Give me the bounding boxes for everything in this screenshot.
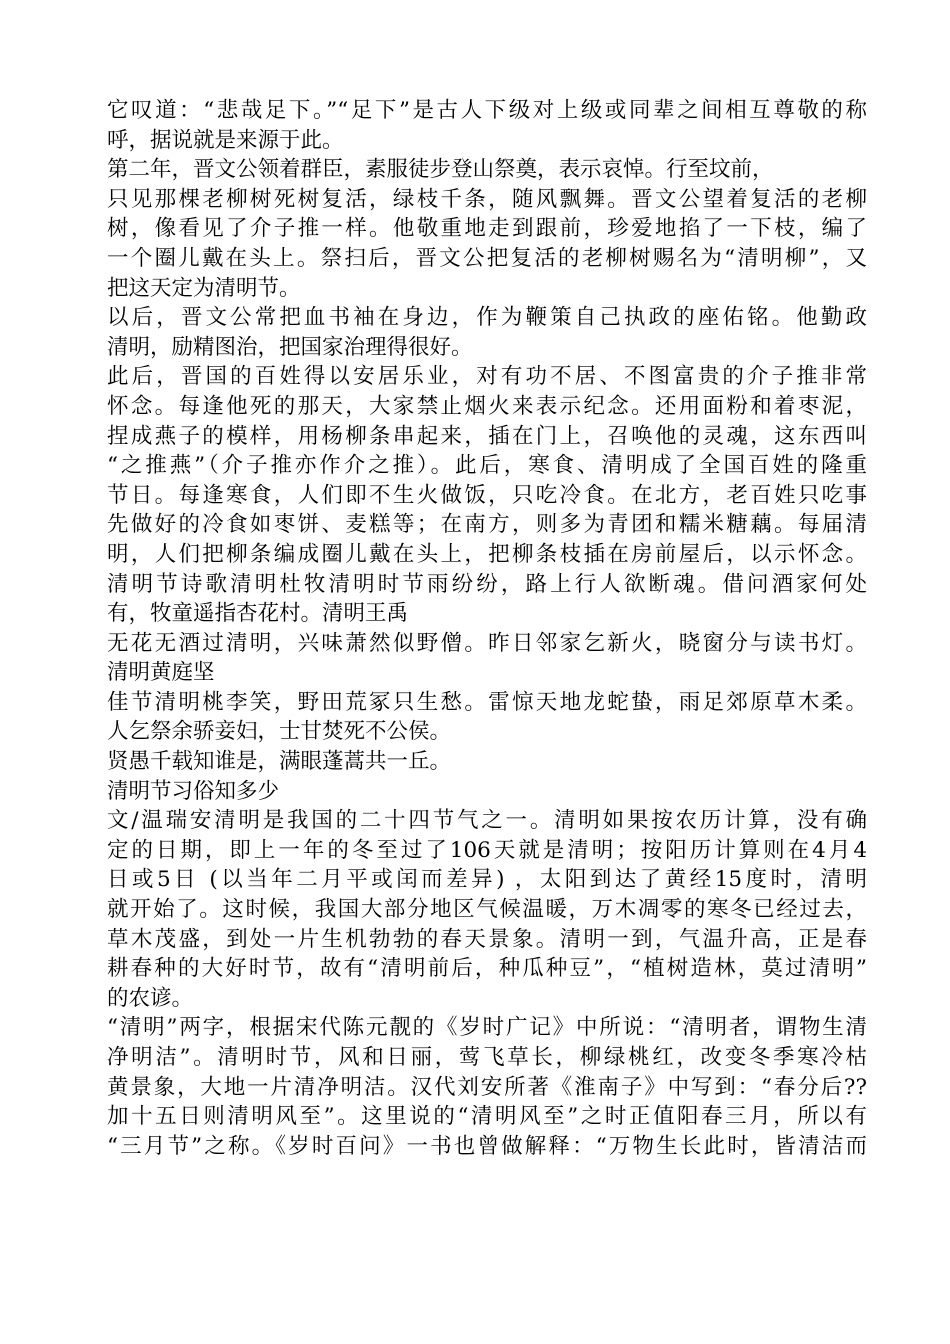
text-line: 佳节清明桃李笑，野田荒冢只生愁。雷惊天地龙蛇蛰，雨足郊原草木柔。 xyxy=(107,689,867,715)
text-line: 清明节诗歌清明杜牧清明时节雨纷纷，路上行人欲断魂。借问酒家何处 xyxy=(107,571,867,597)
document-body xyxy=(107,96,867,1161)
text-line: 的农谚。 xyxy=(107,985,194,1011)
text-line: 有，牧童遥指杏花村。清明王禹 xyxy=(107,601,409,627)
text-line: 把这天定为清明节。 xyxy=(107,275,301,301)
text-line: 只见那棵老柳树死树复活，绿枝千条，随风飘舞。晋文公望着复活的老柳 xyxy=(107,186,867,212)
text-line: 树，像看见了介子推一样。他敬重地走到跟前，珍爱地掐了一下枝，编了 xyxy=(107,216,867,242)
text-line: “之推燕”（介子推亦作介之推）。此后，寒食、清明成了全国百姓的隆重 xyxy=(107,453,867,479)
text-line: 节日。每逢寒食，人们即不生火做饭，只吃冷食。在北方，老百姓只吃事 xyxy=(107,482,867,508)
text-line: 耕春种的大好时节，故有“清明前后，种瓜种豆”，“植树造林，莫过清明” xyxy=(107,956,867,982)
text-line: 清明节习俗知多少 xyxy=(107,778,280,804)
text-line: “清明”两字，根据宋代陈元靓的《岁时广记》中所说：“清明者，谓物生清 xyxy=(107,1015,867,1041)
text-line: 先做好的冷食如枣饼、麦糕等；在南方，则多为青团和糯米糖藕。每届清 xyxy=(107,512,867,538)
text-line: 它叹道：“悲哉足下。”“足下”是古人下级对上级或同辈之间相互尊敬的称 xyxy=(107,98,867,123)
text-line: 呼，据说就是来源于此。 xyxy=(107,127,344,153)
text-line: 定的日期，即上一年的冬至过了106天就是清明；按阳历计算则在4月4 xyxy=(107,837,867,863)
text-line: 人乞祭余骄妾妇，士甘焚死不公侯。 xyxy=(107,719,452,745)
text-line: 加十五日则清明风至”。这里说的“清明风至”之时正值阳春三月，所以有 xyxy=(107,1104,867,1130)
text-line: 此后，晋国的百姓得以安居乐业，对有功不居、不图富贵的介子推非常 xyxy=(107,364,867,390)
text-line: 第二年，晋文公领着群臣，素服徒步登山祭奠，表示哀悼。行至坟前， xyxy=(107,157,774,183)
text-line: 捏成燕子的模样，用杨柳条串起来，插在门上，召唤他的灵魂，这东西叫 xyxy=(107,423,867,449)
text-line: 黄景象，大地一片清净明洁。汉代刘安所著《淮南子》中写到：“春分后?? xyxy=(107,1074,867,1100)
text-line: 怀念。每逢他死的那天，大家禁止烟火来表示纪念。还用面粉和着枣泥， xyxy=(107,393,867,419)
text-line: 就开始了。这时候，我国大部分地区气候温暖，万木凋零的寒冬已经过去， xyxy=(107,897,867,923)
text-line: 清明黄庭坚 xyxy=(107,660,215,686)
text-line: 以后，晋文公常把血书袖在身边，作为鞭策自己执政的座佑铭。他勤政 xyxy=(107,305,867,331)
text-line: “三月节”之称。《岁时百问》一书也曾做解释：“万物生长此时，皆清洁而 xyxy=(107,1133,867,1159)
text-line: 清明，励精图治，把国家治理得很好。 xyxy=(107,334,473,360)
text-line: 文/温瑞安清明是我国的二十四节气之一。清明如果按农历计算，没有确 xyxy=(107,808,867,834)
text-line: 无花无酒过清明，兴味萧然似野僧。昨日邻家乞新火，晓窗分与读书灯。 xyxy=(107,630,867,656)
text-line: 净明洁”。清明时节，风和日丽，莺飞草长，柳绿桃红，改变冬季寒冷枯 xyxy=(107,1045,867,1070)
text-line: 明，人们把柳条编成圈儿戴在头上，把柳条枝插在房前屋后，以示怀念。 xyxy=(107,541,867,567)
text-line: 一个圈儿戴在头上。祭扫后，晋文公把复活的老柳树赐名为“清明柳”，又 xyxy=(107,245,867,271)
text-line: 草木茂盛，到处一片生机勃勃的春天景象。清明一到，气温升高，正是春 xyxy=(107,926,867,952)
text-line: 贤愚千载知谁是，满眼蓬蒿共一丘。 xyxy=(107,749,452,775)
text-line: 日或5日 (以当年二月平或闰而差异) ，太阳到达了黄经15度时，清明 xyxy=(107,867,867,893)
